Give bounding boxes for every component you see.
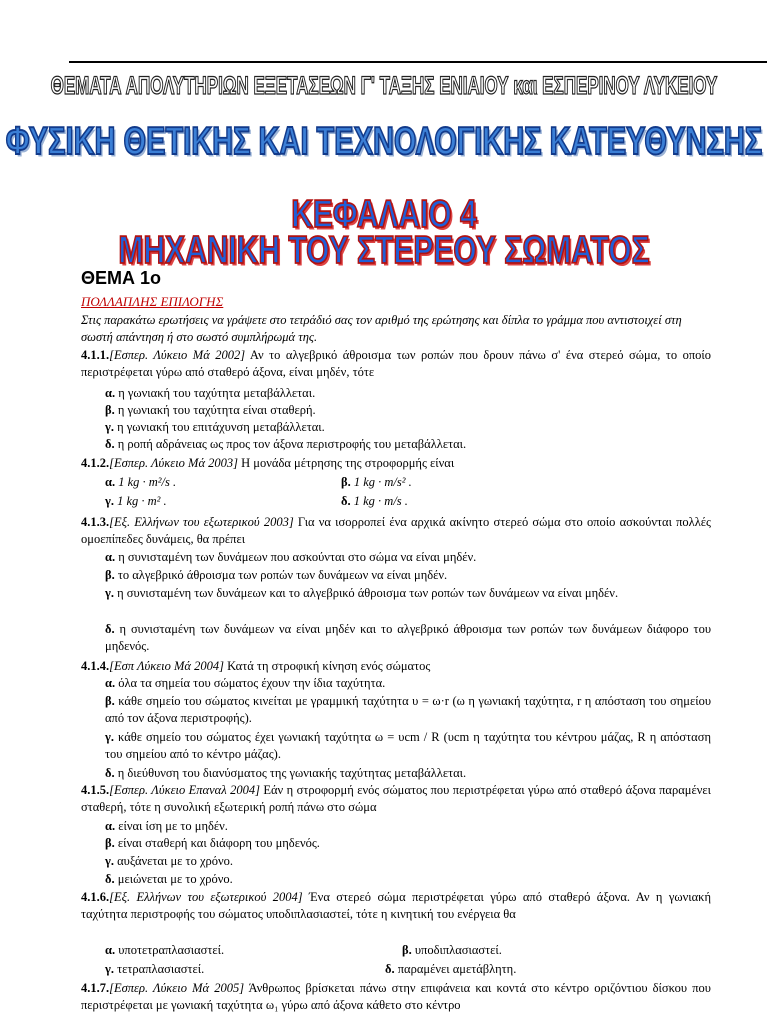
theme-heading: ΘΕΜΑ 1ο bbox=[81, 268, 162, 288]
option-c: γ. αυξάνεται με το χρόνο. bbox=[105, 854, 234, 868]
instructions: Στις παρακάτω ερωτήσεις να γράψετε στο τετράδιό σας τον αριθμό της ερώτησης και δίπλα το γράμμα που αντιστοιχεί στη σωστή απάντηση ή στο σωστό συμπλήρωμά της. bbox=[81, 313, 682, 344]
option-d: δ. μειώνεται με το χρόνο. bbox=[105, 872, 233, 886]
question-4-1-5: 4.1.5.[Εσπερ. Λύκειο Επαναλ 2004] Εάν η στροφορμή ενός σώματος που περιστρέφεται γύρω από σταθερό άξονα παραμένει σταθερή, τότε η συνολική εξωτερική ροπή πάνω στο σώμα bbox=[81, 783, 711, 814]
chapter-title: ΜΗΧΑΝΙΚΗ ΤΟΥ ΣΤΕΡΕΟΥ ΣΩΜΑΤΟΣ bbox=[118, 229, 650, 272]
option-c: γ. τετραπλασιαστεί. bbox=[105, 962, 205, 976]
option-c: γ. 1 kg · m² . bbox=[105, 494, 167, 508]
question-text: Αν το αλγεβρικό άθροισμα των ροπών που δρουν πάνω σ' ένα στερεό σώμα, το οποίο περιστρέφεται γύρω από σταθερό άξονα, είναι μηδέν, τότε bbox=[81, 348, 711, 379]
option-a: α. είναι ίση με το μηδέν. bbox=[105, 819, 228, 833]
exam-title: ΘΕΜΑΤΑ ΑΠΟΛΥΤΗΡΙΩΝ ΕΞΕΤΑΣΕΩΝ Γ' ΤΑΞΗΣ ΕΝΙΑΙΟΥ και ΕΣΠΕΡΙΝΟΥ ΛΥΚΕΙΟΥ bbox=[50, 72, 718, 100]
option-d: δ. παραμένει αμετάβλητη. bbox=[385, 962, 517, 976]
question-4-1-1 bbox=[81, 347, 711, 381]
option-c: γ. η γωνιακή του επιτάχυνση μεταβάλλεται. bbox=[105, 420, 325, 434]
option-c: γ. η συνισταμένη των δυνάμεων και το αλγεβρικό άθροισμα των ροπών των δυνάμεων να είναι μηδέν. bbox=[105, 586, 619, 600]
question-4-1-3: 4.1.3.[Εξ. Ελλήνων του εξωτερικού 2003] Για να ισορροπεί ένα αρχικά ακίνητο στερεό σώμα στο οποίο ασκούνται πολλές ομοεπίπεδες δυνάμεις, θα πρέπει bbox=[81, 515, 711, 546]
option-d: δ. 1 kg · m/s . bbox=[341, 494, 408, 508]
option-b: β. η γωνιακή του ταχύτητα είναι σταθερή. bbox=[105, 403, 316, 417]
option-b: β. υποδιπλασιαστεί. bbox=[402, 943, 502, 957]
option-a: α. η γωνιακή του ταχύτητα μεταβάλλεται. bbox=[105, 386, 316, 400]
option-b: β. 1 kg · m/s² . bbox=[341, 475, 412, 489]
option-d: δ. η διεύθυνση του διανύσματος της γωνιακής ταχύτητας μεταβάλλεται. bbox=[105, 766, 467, 780]
question-4-1-6: 4.1.6.[Εξ. Ελλήνων του εξωτερικού 2004] Ένα στερεό σώμα περιστρέφεται γύρω από σταθερό άξονα. Αν η γωνιακή ταχύτητα περιστροφής του σώματος υποδιπλασιαστεί, τότε η κινητική του ενέργεια θα bbox=[81, 890, 712, 921]
subject-title: ΦΥΣΙΚΗ ΘΕΤΙΚΗΣ ΚΑΙ ΤΕΧΝΟΛΟΓΙΚΗΣ ΚΑΤΕΥΘΥΝΣΗΣ bbox=[5, 120, 763, 164]
option-d: δ. η συνισταμένη των δυνάμεων να είναι μηδέν και το αλγεβρικό άθροισμα των ροπών των δυνάμεων διάφορο του μηδενός. bbox=[105, 622, 712, 653]
chapter-number: ΚΕΦΑΛΑΙΟ 4 bbox=[291, 193, 477, 236]
question-type: ΠΟΛΛΑΠΛΗΣ ΕΠΙΛΟΓΗΣ bbox=[81, 294, 224, 309]
question-4-1-4: 4.1.4.[Εσπ Λύκειο Μά 2004] Κατά τη στροφική κίνηση ενός σώματος bbox=[81, 659, 431, 673]
question-4-1-2: 4.1.2.[Εσπερ. Λύκειο Μά 2003] Η μονάδα μέτρησης της στροφορμής είναι bbox=[81, 456, 455, 470]
header-rule bbox=[69, 61, 767, 63]
question-4-1-7: 4.1.7.[Εσπερ. Λύκειο Μά 2005] Άνθρωπος βρίσκεται πάνω στην επιφάνεια και κοντά στο κέντρο οριζόντιου δίσκου που περιστρέφεται με γωνιακή ταχύτητα ω₁ γύρω από άξονα κάθετο στο κέντρο bbox=[81, 981, 711, 1012]
option-b: β. το αλγεβρικό άθροισμα των ροπών των δυνάμεων να είναι μηδέν. bbox=[105, 568, 448, 582]
option-c: γ. κάθε σημείο του σώματος έχει γωνιακή ταχύτητα ω = υcm / R (υcm η ταχύτητα του κέντρου μάζας, R η απόσταση του σημείου από το κέντρο μάζας). bbox=[105, 730, 711, 761]
option-a: α. υποτετραπλασιαστεί. bbox=[105, 943, 225, 957]
option-d: δ. η ροπή αδράνειας ως προς τον άξονα περιστροφής του μεταβάλλεται. bbox=[105, 437, 467, 451]
option-b: β. είναι σταθερή και διάφορη του μηδενός. bbox=[105, 836, 320, 850]
question-number: 4.1.1. bbox=[81, 348, 110, 362]
option-a: α. όλα τα σημεία του σώματος έχουν την ίδια ταχύτητα. bbox=[105, 676, 386, 690]
question-source: [Εσπερ. Λύκειο Μά 2002] bbox=[109, 348, 246, 362]
option-a: α. η συνισταμένη των δυνάμεων που ασκούνται στο σώμα να είναι μηδέν. bbox=[105, 550, 477, 564]
option-a: α. 1 kg · m²/s . bbox=[105, 475, 177, 489]
option-b: β. κάθε σημείο του σώματος κινείται με γραμμική ταχύτητα υ = ω·r (ω η γωνιακή ταχύτητα, r η απόσταση του σημείου από τον άξονα περιστροφής). bbox=[105, 694, 712, 725]
